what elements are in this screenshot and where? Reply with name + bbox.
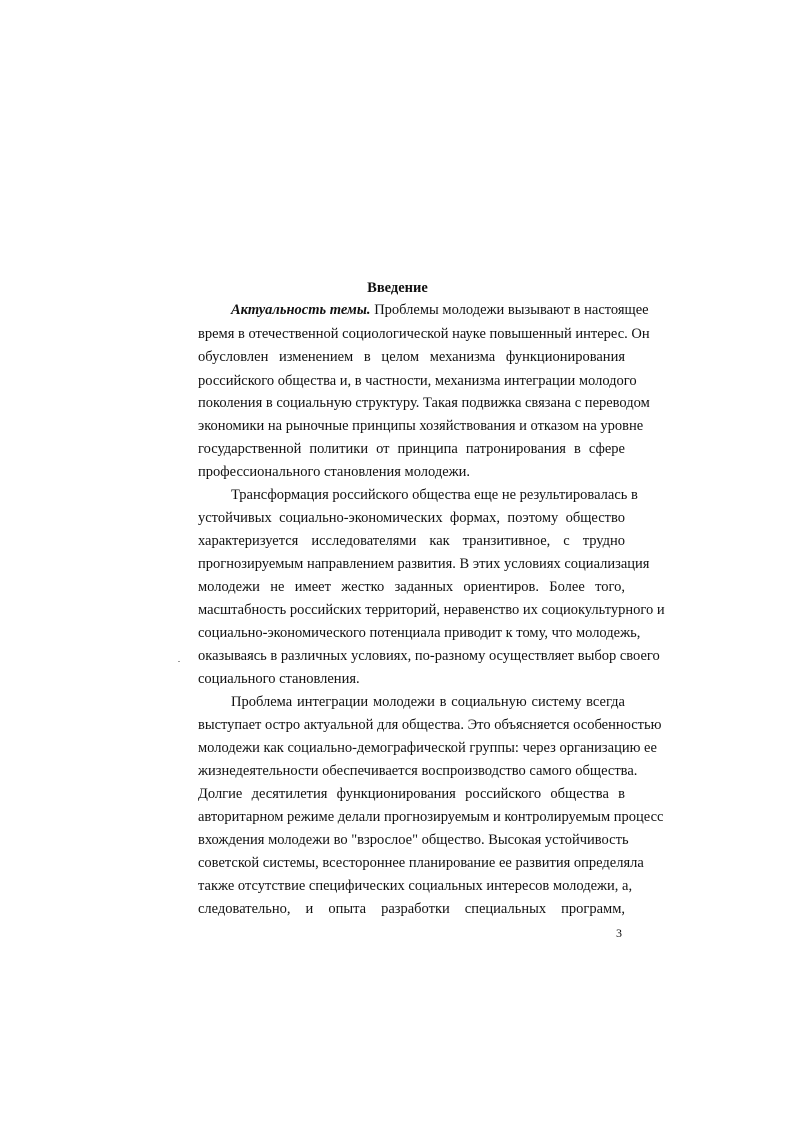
paragraph-2-line-9: социального становления. [198,671,360,687]
paragraph-1-line-5: поколения в социальную структуру. Такая подвижка связана с переводом [198,395,650,411]
paragraph-1-line-1-text: Проблемы молодежи вызывают в настоящее [370,302,649,318]
page-title: Введение [367,280,428,296]
paragraph-2-line-1: Трансформация российского общества еще не результировалась в [231,487,638,503]
paragraph-1-line-3: обусловлен изменением в целом механизма функционирования [198,349,625,365]
page-number: 3 [616,926,622,940]
paragraph-3-line-6: авторитарном режиме делали прогнозируемым и контролируемым процесс [198,809,664,825]
paragraph-3-line-2: выступает остро актуальной для общества. Это объясняется особенностью [198,717,662,733]
paragraph-1-line-4: российского общества и, в частности, механизма интеграции молодого [198,373,637,389]
paragraph-3-line-9: также отсутствие специфических социальных интересов молодежи, а, [198,878,633,894]
paragraph-3-line-8: советской системы, всестороннее планирование ее развития определяла [198,855,644,871]
paragraph-3-line-1: Проблема интеграции молодежи в социальную систему всегда [231,694,625,710]
paragraph-2-line-7: социально-экономического потенциала приводит к тому, что молодежь, [198,625,641,641]
paragraph-2-line-6: масштабность российских территорий, неравенство их социокультурного и [198,602,665,618]
relevance-lead: Актуальность темы. [231,302,371,318]
paragraph-2-line-3: характеризуется исследователями как транзитивное, с трудно [198,533,625,549]
paragraph-1-line-1 [231,301,649,319]
paragraph-1-line-2: время в отечественной социологической науке повышенный интерес. Он [198,326,650,342]
paragraph-2-line-2: устойчивых социально-экономических формах, поэтому общество [198,510,625,526]
paragraph-3-line-10: следовательно, и опыта разработки специальных программ, [198,901,625,917]
paragraph-3-line-7: вхождения молодежи во "взрослое" общество. Высокая устойчивость [198,832,629,848]
paragraph-3-line-4: жизнедеятельности обеспечивается воспроизводство самого общества. [198,763,638,779]
paragraph-1-line-6: экономики на рыночные принципы хозяйствования и отказом на уровне [198,418,644,434]
paragraph-1-line-8: профессионального становления молодежи. [198,464,471,480]
paragraph-3-line-3: молодежи как социально-демографической группы: через организацию ее [198,740,657,756]
paragraph-2-line-8: оказываясь в различных условиях, по-разному осуществляет выбор своего [198,648,660,664]
paragraph-2-line-4: прогнозируемым направлением развития. В этих условиях социализация [198,556,650,572]
paragraph-1-line-7: государственной политики от принципа патронирования в сфере [198,441,625,457]
paragraph-2-line-5: молодежи не имеет жестко заданных ориентиров. Более того, [198,579,625,595]
scan-speck [178,661,180,662]
paragraph-3-line-5: Долгие десятилетия функционирования российского общества в [198,786,625,802]
